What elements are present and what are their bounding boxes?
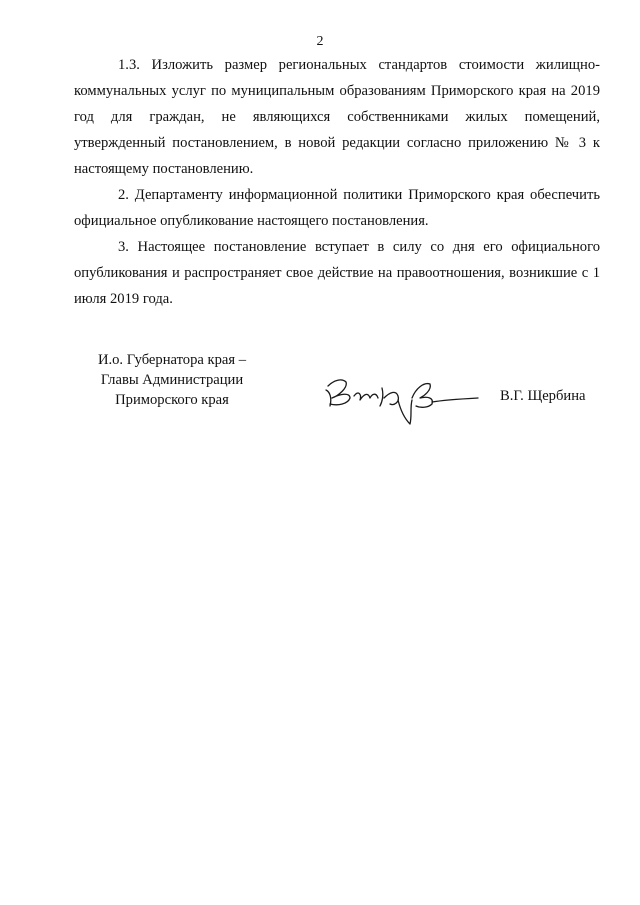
signer-title-line: Приморского края [115,392,229,408]
signer-title-line: И.о. Губернатора края – [97,352,247,368]
signer-name: В.Г. Щербина [500,388,586,404]
paragraph-1-3: 1.3. Изложить размер региональных стандартов стоимости жилищно-коммунальных услуг по муниципальным образованиям Приморского края на 2019 год для граждан, не являющихся собственниками жилых помещений, утвержденный постановлением, в новой редакции согласно приложению № 3 к настоящему постановлению. [74,57,600,177]
paragraph-2: 2. Департаменту информационной политики Приморского края обеспечить официальное опубликование настоящего постановления. [74,187,600,229]
paragraph-3: 3. Настоящее постановление вступает в силу со дня его официального опубликования и распространяет свое действие на правоотношения, возникшие с 1 июля 2019 года. [74,239,600,307]
page-number: 2 [316,34,324,49]
document-body [74,52,600,312]
handwritten-signature [320,368,482,430]
signer-title-line: Главы Администрации [100,372,244,388]
signer-title [84,350,260,410]
